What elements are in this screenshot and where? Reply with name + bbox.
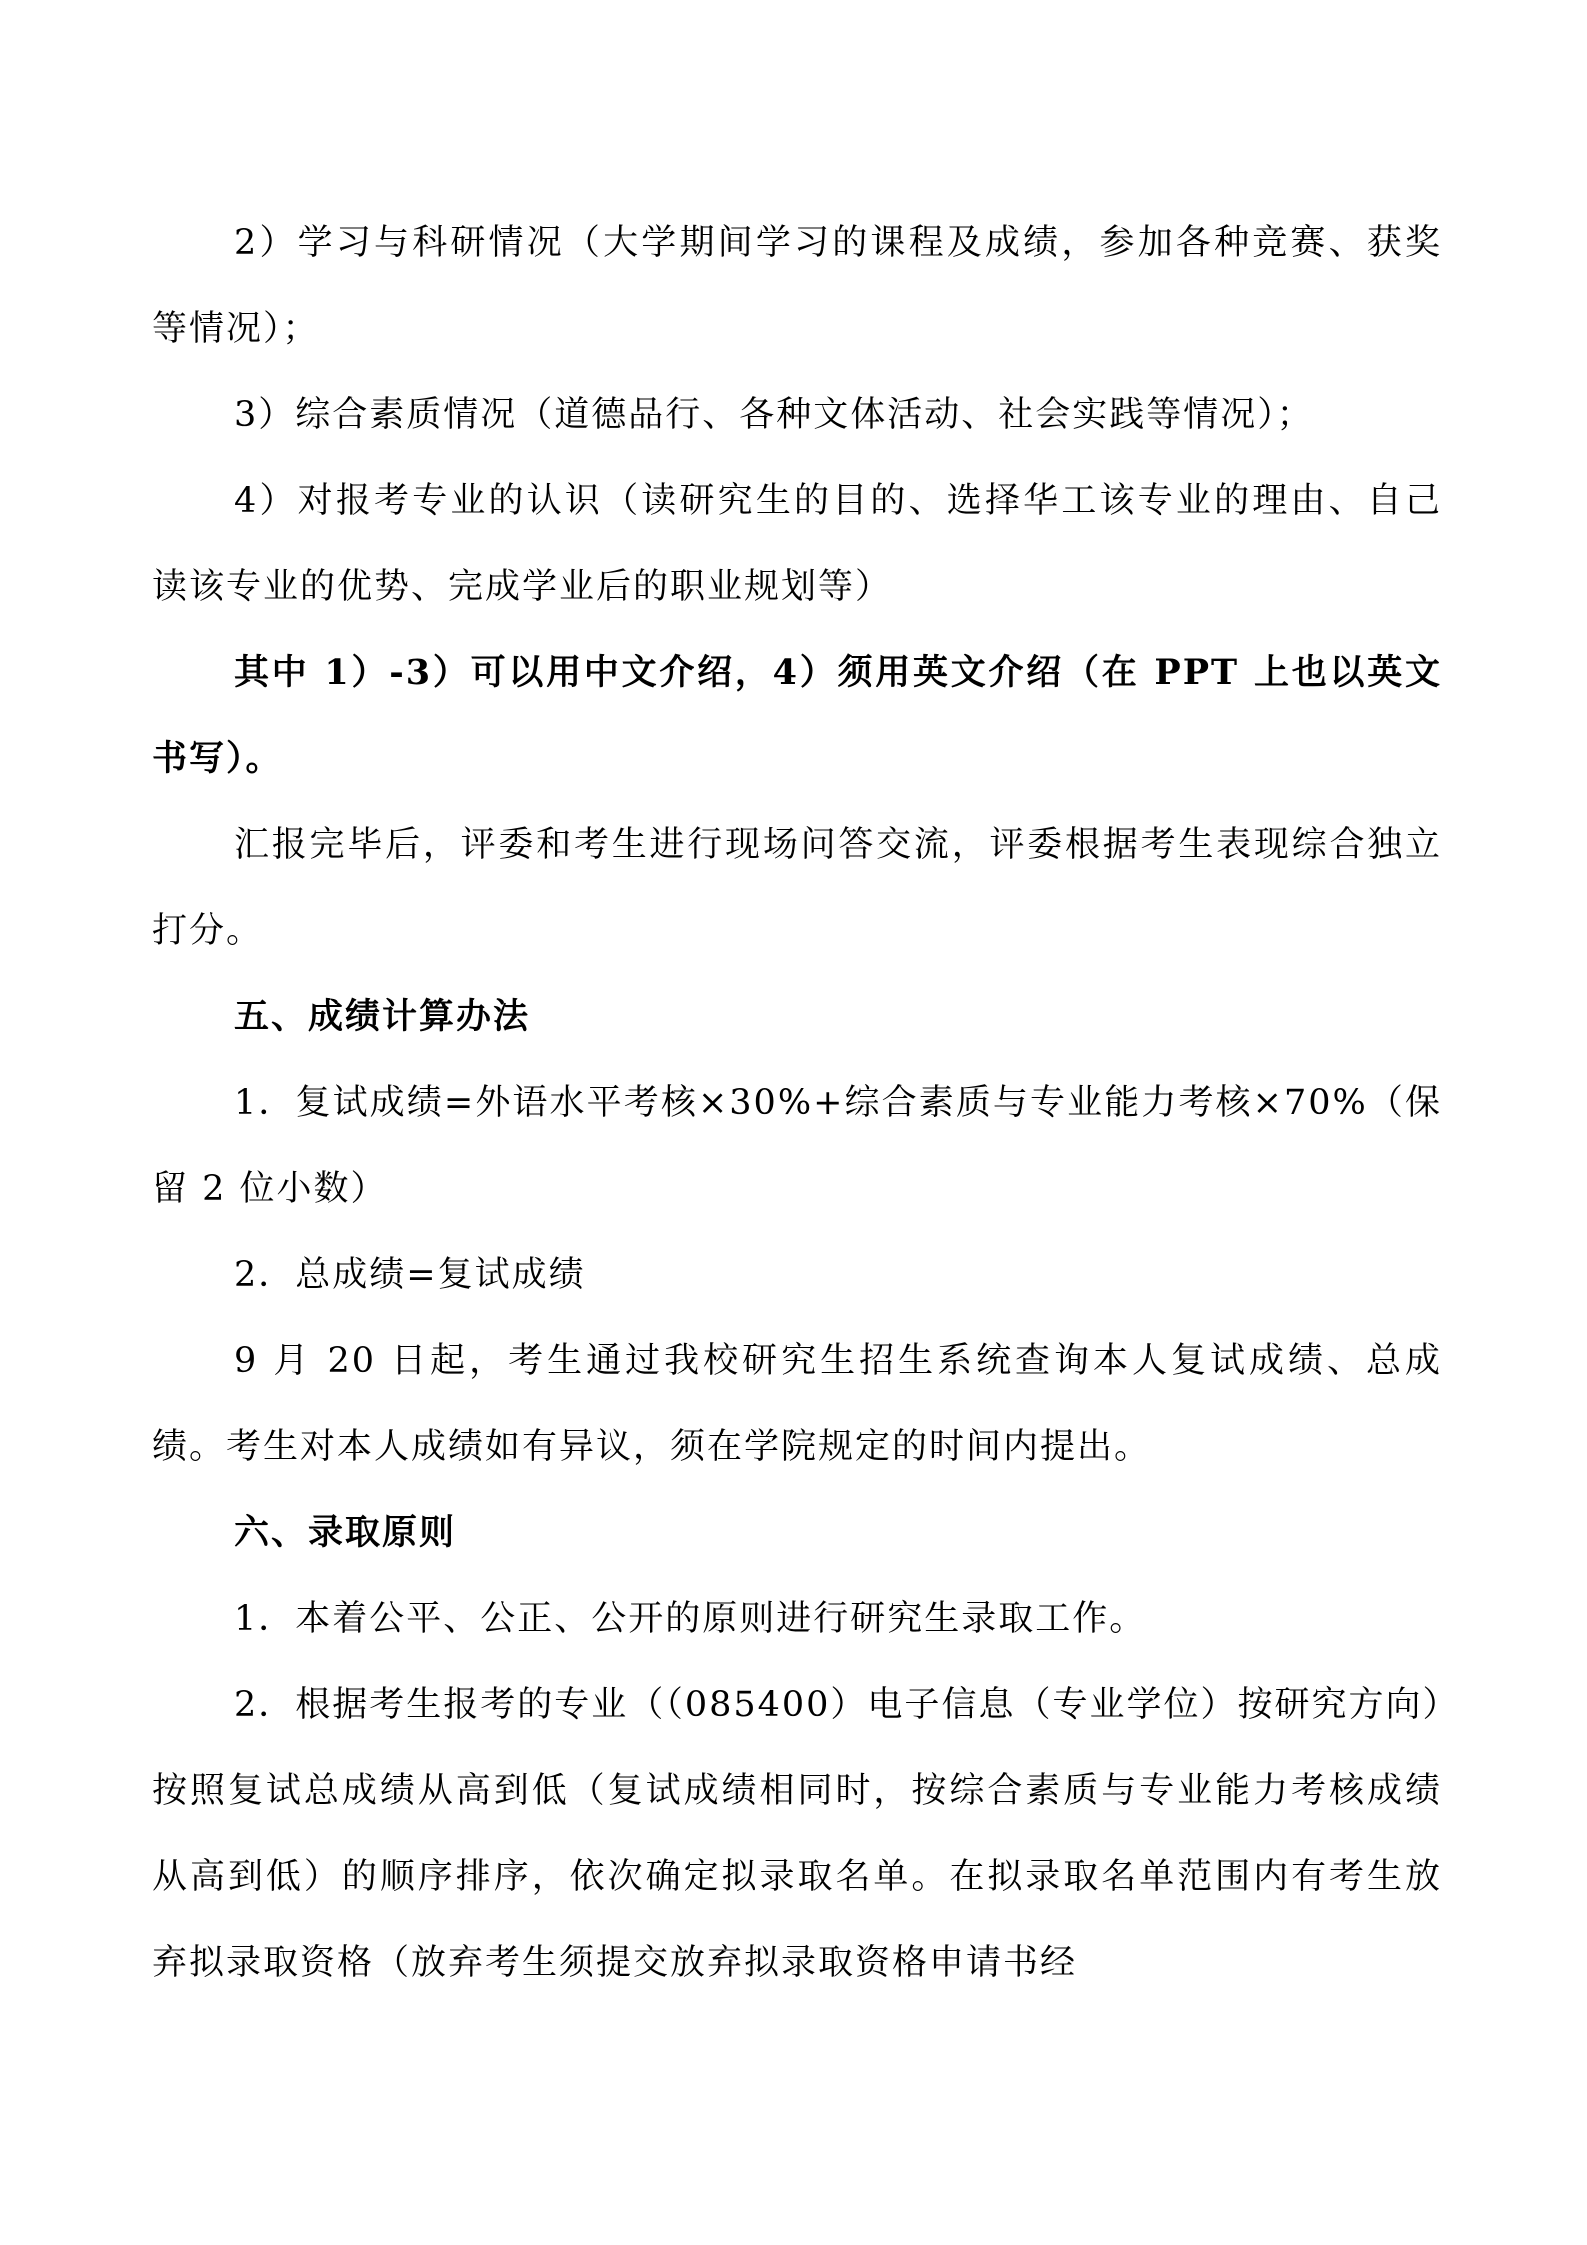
- section-heading-score-calculation: 五、成绩计算办法: [234, 997, 531, 1037]
- paragraph-ranking-rule: 2．根据考生报考的专业（（085400）电子信息（专业学位）按研究方向）按照复试总成绩从高到低（复试成绩相同时，按综合素质与专业能力考核成绩从高到低）的顺序排序，依次确定拟录取名单。在拟录取名单范围内有考生放弃拟录取资格（放弃考生须提交放弃拟录取资格申请书经: [152, 1685, 1442, 1983]
- paragraph-score-query: 9 月 20 日起，考生通过我校研究生招生系统查询本人复试成绩、总成绩。考生对本人成绩如有异议，须在学院规定的时间内提出。: [152, 1341, 1442, 1467]
- paragraph-study-research: 2）学习与科研情况（大学期间学习的课程及成绩，参加各种竞赛、获奖等情况）；: [152, 223, 1442, 349]
- paragraph-major-understanding: 4）对报考专业的认识（读研究生的目的、选择华工该专业的理由、自己读该专业的优势、完成学业后的职业规划等）: [152, 481, 1442, 607]
- paragraph-total-score: 2．总成绩=复试成绩: [234, 1255, 586, 1295]
- paragraph-fairness-principle: 1．本着公平、公正、公开的原则进行研究生录取工作。: [234, 1599, 1147, 1639]
- paragraph-language-requirement: 其中 1）-3）可以用中文介绍，4）须用英文介绍（在 PPT 上也以英文书写）。: [152, 652, 1442, 779]
- document-page: [152, 200, 1442, 2006]
- section-heading-admission-principles: 六、录取原则: [234, 1513, 457, 1553]
- paragraph-retest-score-formula: 1．复试成绩=外语水平考核×30%+综合素质与专业能力考核×70%（保留 2 位小数）: [152, 1083, 1442, 1209]
- paragraph-qa-scoring: 汇报完毕后，评委和考生进行现场问答交流，评委根据考生表现综合独立打分。: [152, 825, 1442, 951]
- paragraph-overall-quality: 3）综合素质情况（道德品行、各种文体活动、社会实践等情况）；: [234, 395, 1314, 435]
